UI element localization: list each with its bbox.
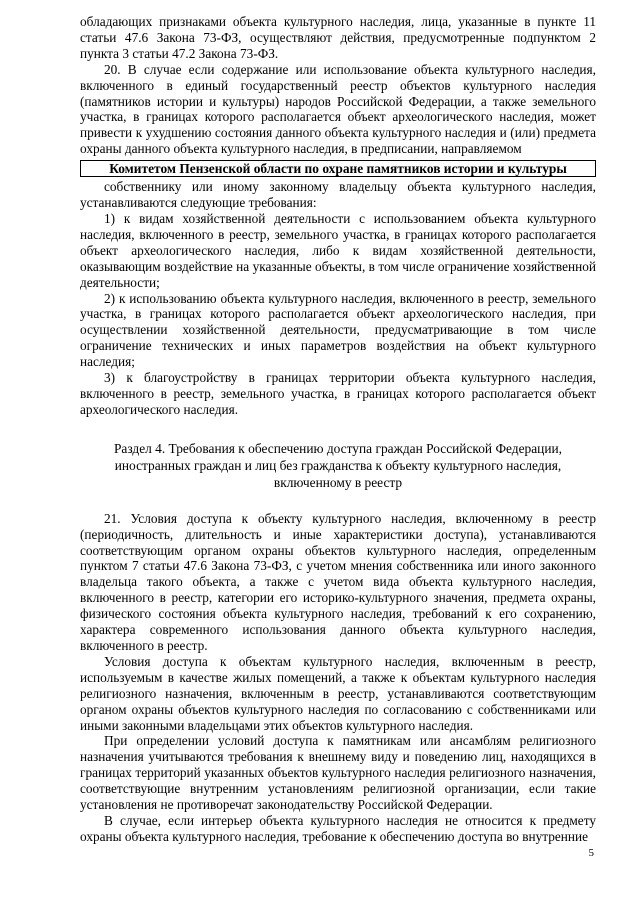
page-number: 5 bbox=[588, 847, 594, 859]
paragraph-access-religious: При определении условий доступа к памятникам или ансамблям религиозного назначения учитываются требования к внешнему виду и поведению лиц, находящихся в границах территорий указанных объектов культурного наследия религиозного назначения, соответствующие внутренним установлениям религиозной организации, если такие установления не противоречат законодательству Российской Федерации. bbox=[80, 733, 596, 813]
requirement-item-3: 3) к благоустройству в границах территории объекта культурного наследия, включенного в реестр, земельного участка, в границах которого располагается объект археологического наследия. bbox=[80, 370, 596, 417]
document-page bbox=[80, 14, 596, 845]
requirement-item-2: 2) к использованию объекта культурного наследия, включенного в реестр, земельного участка, в границах которого располагается объект археологического наследия, при осуществлении хозяйственной деятельности, предусматривающие в том числе ограничение технических и иных параметров воздействия на объект культурного наследия; bbox=[80, 290, 596, 370]
section-heading-line-1: Раздел 4. Требования к обеспечению доступа граждан Российской Федерации, bbox=[113, 440, 563, 456]
paragraph-continuation: обладающих признаками объекта культурного наследия, лица, указанные в пункте 11 статьи 47.6 Закона 73-ФЗ, осуществляют действия, предусмотренные подпунктом 2 пункта 3 статьи 47.2 Закона 73-ФЗ. bbox=[80, 14, 596, 61]
paragraph-20: 20. В случае если содержание или использование объекта культурного наследия, включенного в единый государственный реестр объектов культурного наследия (памятников истории и культуры) народов Российской Федерации, а также земельного участка, в границах которого располагается объект археологического наследия, может привести к ухудшению состояния данного объекта культурного наследия и (или) предмета охраны данного объекта культурного наследия, в предписании, направляемом bbox=[80, 61, 596, 157]
committee-stamp: Комитетом Пензенской области по охране памятников истории и культуры bbox=[80, 160, 596, 177]
section-4-heading bbox=[80, 440, 596, 491]
paragraph-20-continuation: собственнику или иному законному владельцу объекта культурного наследия, устанавливаются следующие требования: bbox=[80, 179, 596, 211]
section-heading-line-3: включенному в реестр bbox=[273, 474, 403, 490]
paragraph-access-residential: Условия доступа к объектам культурного наследия, включенным в реестр, используемым в качестве жилых помещений, а также к объектам культурного наследия религиозного назначения, включенным в реестр, устанавливаются соответствующим органом охраны объектов культурного наследия по согласованию с собственниками или иными законными владельцами этих объектов культурного наследия. bbox=[80, 653, 596, 733]
paragraph-21: 21. Условия доступа к объекту культурного наследия, включенному в реестр (периодичность, длительность и иные характеристики доступа), устанавливаются соответствующим органом охраны объектов культурного наследия, определенным пунктом 7 статьи 47.6 Закона 73-ФЗ, с учетом мнения собственника или иного законного владельца такого объекта, а также с учетом вида объекта культурного наследия, включенного в реестр, категории его историко-культурного значения, предмета охраны, физического состояния объекта культурного наследия, требований к его сохранению, характера современного использования данного объекта культурного наследия, включенного в реестр. bbox=[80, 510, 596, 653]
requirement-item-1: 1) к видам хозяйственной деятельности с использованием объекта культурного наследия, включенного в реестр, земельного участка, в границах которого располагается объект археологического наследия, либо к видам хозяйственной деятельности, оказывающим воздействие на указанные объекты, в том числе ограничение хозяйственной деятельности; bbox=[80, 210, 596, 290]
paragraph-interior: В случае, если интерьер объекта культурного наследия не относится к предмету охраны объекта культурного наследия, требование к обеспечению доступа во внутренние bbox=[80, 812, 596, 844]
section-heading-line-2: иностранных граждан и лиц без гражданства к объекту культурного наследия, bbox=[114, 457, 562, 473]
